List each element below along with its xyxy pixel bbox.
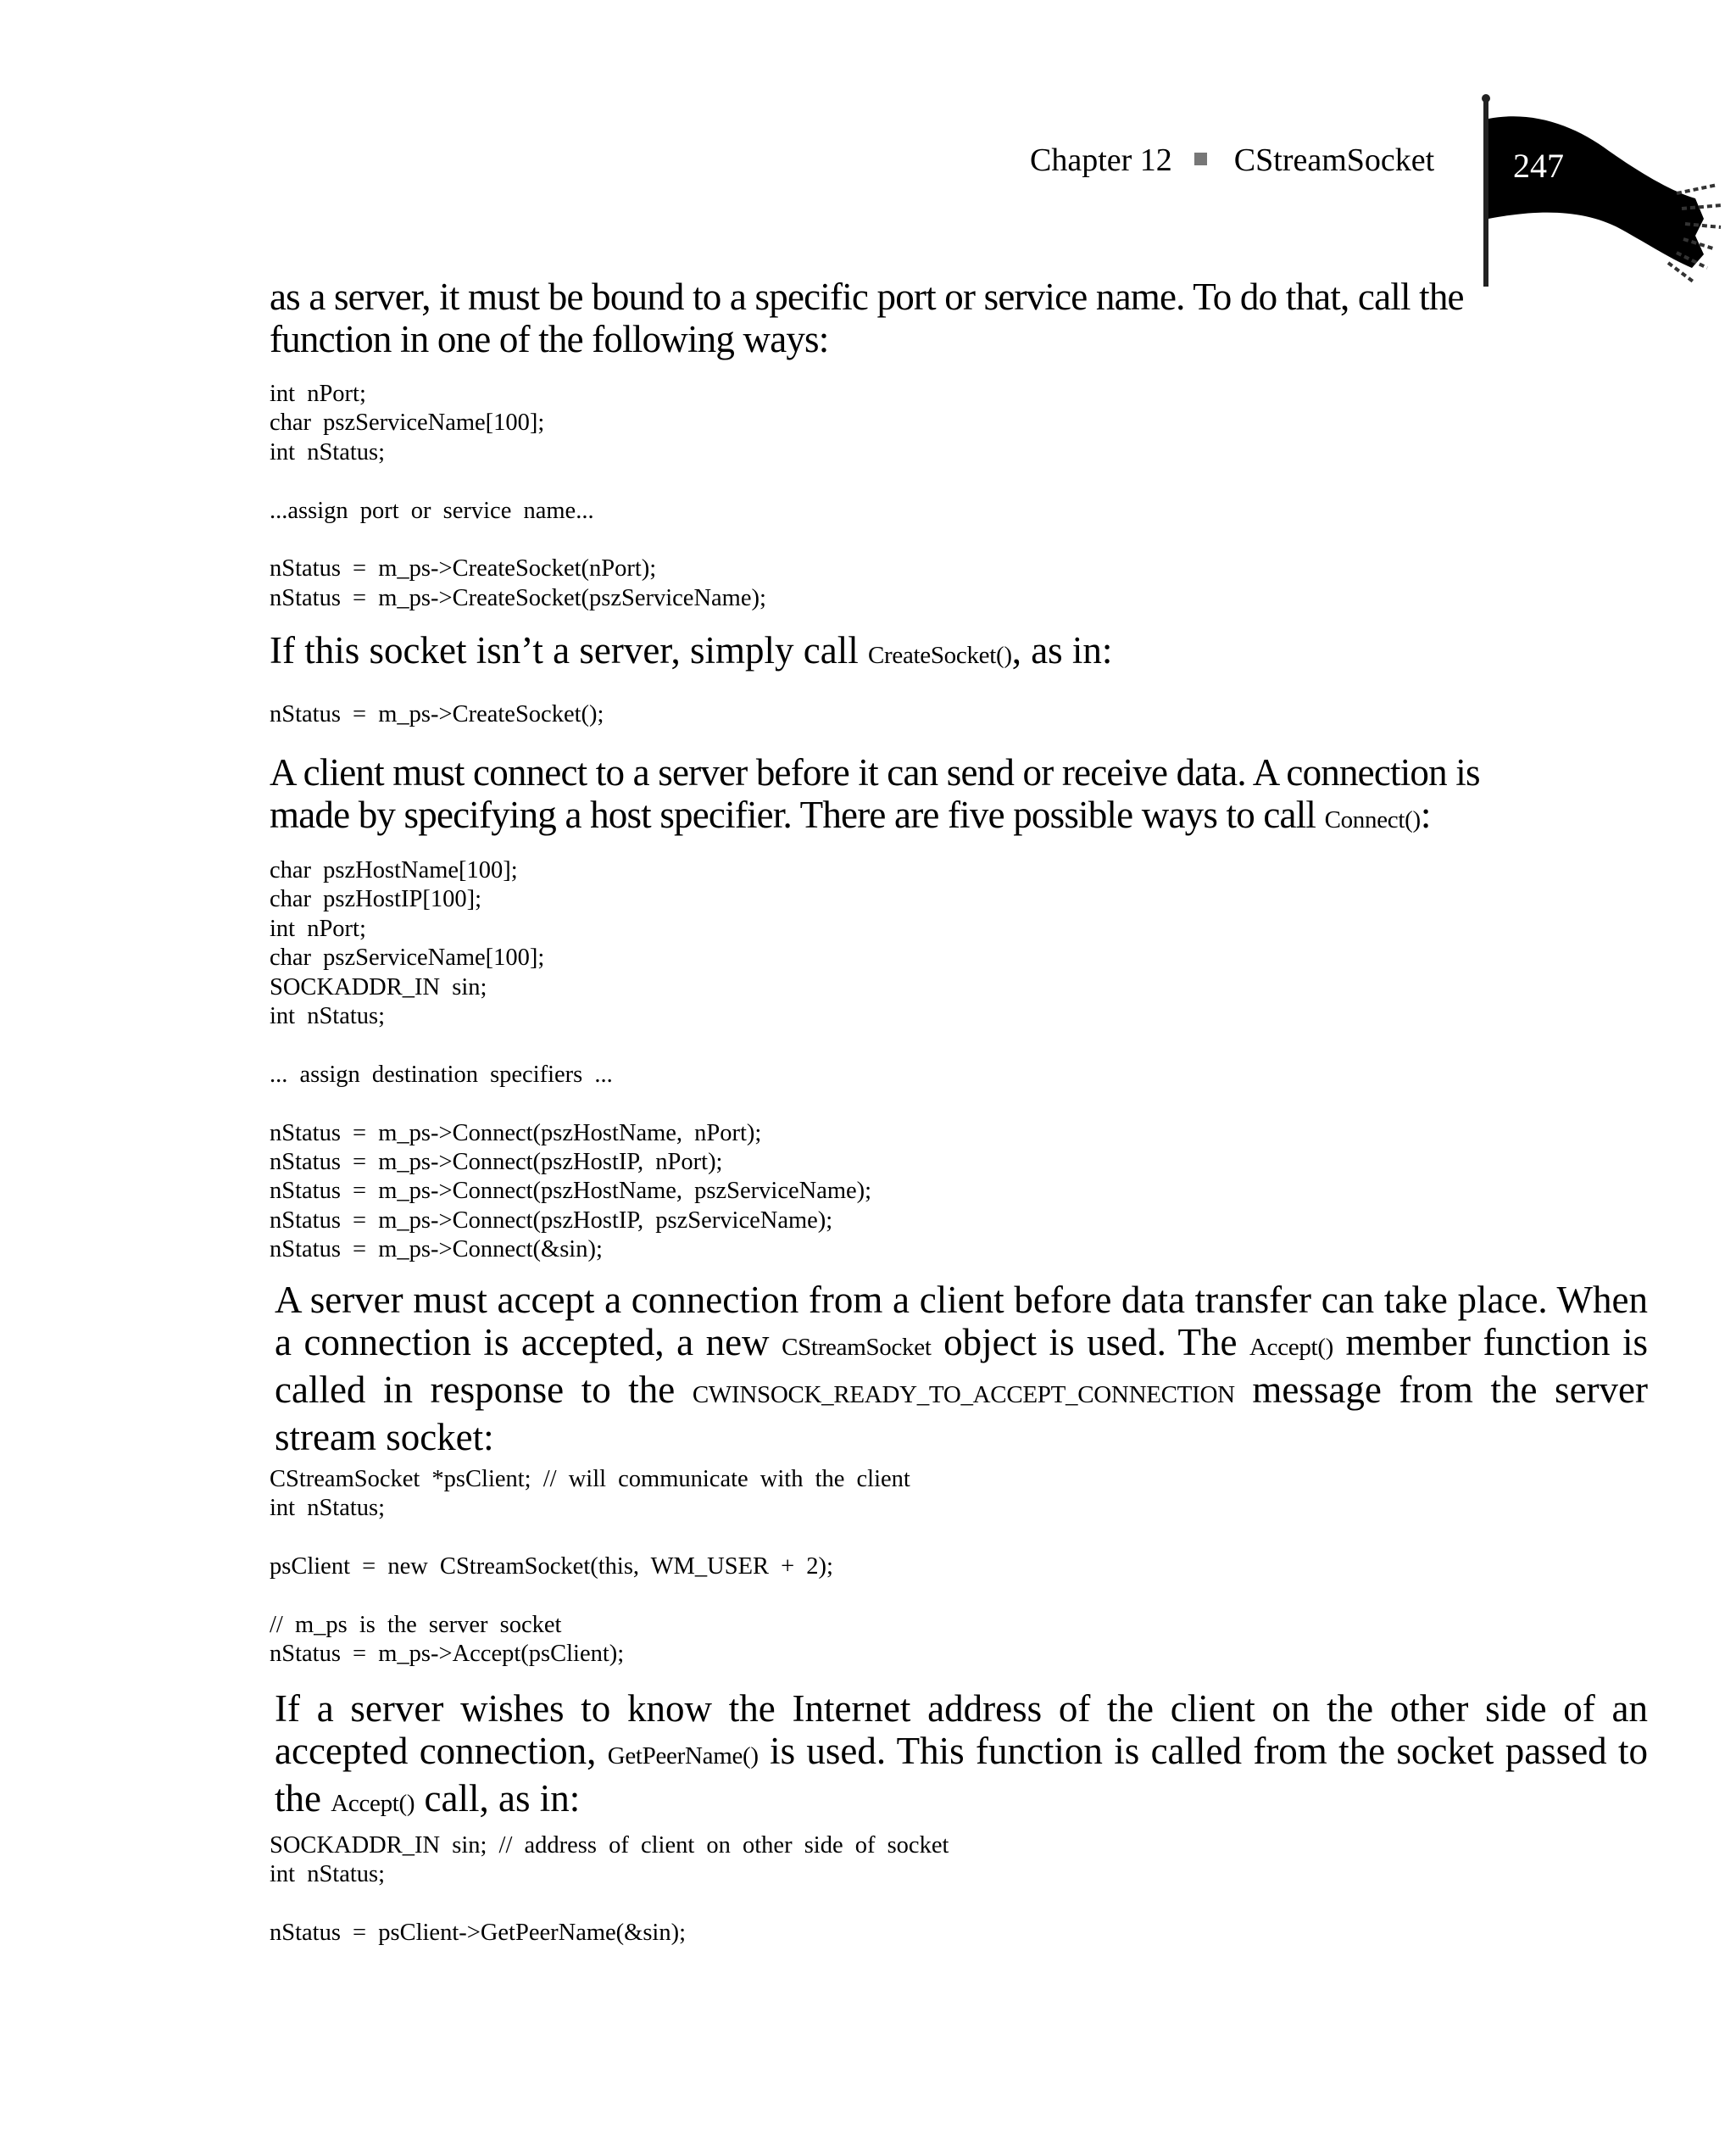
code-block-accept — [270, 1465, 910, 1669]
code-block-create-socket-server — [270, 380, 766, 613]
paragraph-client-socket — [270, 629, 1112, 677]
running-header — [1030, 140, 1434, 181]
code-line: nStatus = m_ps->Accept(psClient); — [270, 1641, 625, 1668]
paragraph-text: : — [1420, 794, 1431, 836]
code-line: nStatus = m_ps->Connect(pszHostIP, nPort); — [270, 1149, 723, 1176]
code-block-connect — [270, 856, 871, 1265]
code-line — [270, 467, 766, 496]
message-name: CWINSOCK_READY_TO_ACCEPT_CONNECTION — [692, 1381, 1235, 1408]
code-line: int nStatus; — [270, 1861, 386, 1888]
code-line — [270, 1890, 949, 1919]
code-line — [270, 1090, 871, 1118]
paragraph-text: member function is called in response to the — [275, 1321, 1648, 1411]
paragraph-line: A client must connect to a server before it can send or receive data. A connection is — [270, 751, 1480, 794]
paragraph-text: call, as in: — [415, 1777, 581, 1820]
code-line: nStatus = m_ps->Connect(pszHostName, pszServiceName); — [270, 1178, 872, 1205]
code-line: nStatus = m_ps->Connect(&sin); — [270, 1236, 603, 1263]
code-line: nStatus = m_ps->CreateSocket(pszServiceName); — [270, 584, 766, 611]
code-line: ... assign destination specifiers ... — [270, 1061, 613, 1088]
code-line: char pszServiceName[100]; — [270, 410, 545, 437]
paragraph-bind-port — [270, 276, 1464, 360]
code-line: nStatus = m_ps->Connect(pszHostName, nPort); — [270, 1119, 762, 1146]
paragraph-text: made by specifying a host specifier. There are five possible ways to call — [270, 794, 1325, 836]
code-line: nStatus = psClient->GetPeerName(&sin); — [270, 1920, 686, 1947]
paragraph-text: A server must accept a connection from a client before data transfer can take place. When a connection is accepted, a new — [275, 1279, 1648, 1363]
code-line: psClient = new CStreamSocket(this, WM_USER + 2); — [270, 1553, 833, 1580]
paragraph-text: , as in: — [1011, 629, 1113, 672]
code-block-create-socket-client — [270, 700, 604, 729]
paragraph-text: message from the server stream socket: — [275, 1368, 1648, 1458]
paragraph-text: object is used. The — [931, 1321, 1249, 1363]
code-line: nStatus = m_ps->Connect(pszHostIP, pszServiceName); — [270, 1207, 833, 1234]
paragraph-accept — [275, 1279, 1648, 1458]
chapter-label: Chapter 12 — [1030, 142, 1172, 178]
code-line — [270, 1031, 871, 1060]
code-line: int nPort; — [270, 915, 366, 942]
code-line: int nPort; — [270, 381, 366, 407]
function-name: CreateSocket() — [867, 642, 1012, 669]
paragraph-line: function in one of the following ways: — [270, 318, 829, 360]
function-name: Accept() — [331, 1790, 415, 1817]
square-bullet-icon — [1194, 153, 1207, 165]
code-line: nStatus = m_ps->CreateSocket(); — [270, 701, 604, 727]
code-line: ...assign port or service name... — [270, 497, 594, 524]
code-block-get-peer-name — [270, 1831, 949, 1948]
code-line — [270, 526, 766, 555]
paragraph-text: is used. This function is called from the socket passed to the — [275, 1730, 1648, 1820]
code-line: SOCKADDR_IN sin; — [270, 973, 487, 1000]
section-title: CStreamSocket — [1233, 142, 1435, 178]
paragraph-line — [270, 794, 1480, 841]
paragraph-get-peer-name — [275, 1687, 1648, 1825]
code-line: char pszHostName[100]; — [270, 857, 518, 883]
code-line: int nStatus; — [270, 1495, 386, 1522]
page-number: 247 — [1513, 147, 1564, 185]
paragraph-connect — [270, 751, 1480, 841]
code-line — [270, 1524, 910, 1552]
code-line: char pszServiceName[100]; — [270, 945, 545, 972]
code-line: CStreamSocket *psClient; // will communicate with the client — [270, 1466, 910, 1492]
code-line: int nStatus; — [270, 438, 386, 465]
code-line: int nStatus; — [270, 1003, 386, 1030]
paragraph-text: If a server wishes to know the Internet address of the client on the other side of an accepted connection, — [275, 1687, 1648, 1772]
function-name: Accept() — [1249, 1334, 1334, 1361]
paragraph-line: as a server, it must be bound to a specific port or service name. To do that, call the — [270, 276, 1464, 318]
code-line — [270, 1582, 910, 1611]
code-line: nStatus = m_ps->CreateSocket(nPort); — [270, 555, 657, 582]
code-line: SOCKADDR_IN sin; // address of client on other side of socket — [270, 1832, 949, 1859]
code-line: // m_ps is the server socket — [270, 1612, 562, 1639]
function-name: GetPeerName() — [607, 1742, 759, 1770]
function-name: Connect() — [1324, 806, 1421, 833]
class-name: CStreamSocket — [782, 1334, 932, 1361]
code-line: char pszHostIP[100]; — [270, 886, 481, 913]
paragraph-text: If this socket isn’t a server, simply call — [270, 629, 868, 672]
flag-icon — [1473, 92, 1728, 295]
